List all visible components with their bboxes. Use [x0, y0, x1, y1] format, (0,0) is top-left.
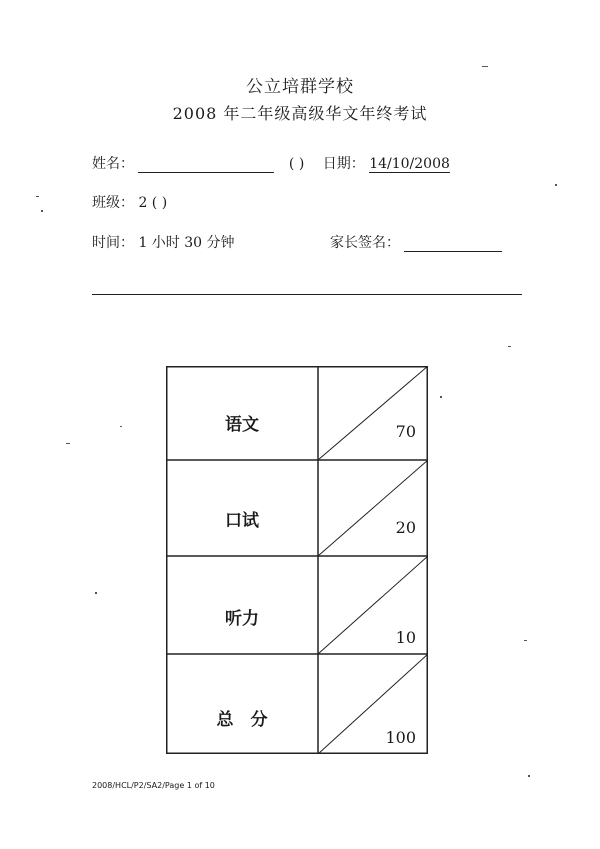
scan-speck — [555, 184, 557, 186]
time-label: 时间： — [92, 235, 134, 251]
name-label: 姓名： — [92, 156, 134, 172]
row-max-total: 100 — [385, 728, 416, 747]
score-table — [166, 366, 428, 754]
parent-sign-label: 家长签名： — [330, 235, 400, 251]
date-value: 14/10/2008 — [369, 156, 450, 172]
header-divider — [92, 294, 522, 295]
row-label-listening: 听力 — [225, 609, 259, 629]
scan-speck — [66, 443, 70, 444]
time-line — [92, 232, 235, 252]
date-label: 日期： — [322, 156, 365, 172]
scan-speck — [528, 775, 530, 777]
scan-speck — [524, 640, 527, 641]
class-line — [92, 192, 167, 212]
scan-speck — [440, 396, 442, 398]
row-label-total: 总 分 — [216, 710, 268, 730]
name-field[interactable] — [138, 156, 274, 173]
row-label-oral: 口试 — [225, 511, 259, 531]
scan-speck — [36, 196, 39, 197]
exam-title: 2008 年二年级高级华文年终考试 — [172, 104, 428, 123]
scan-speck — [41, 210, 43, 212]
parent-sign-line — [330, 232, 502, 252]
scan-speck — [95, 592, 97, 594]
row-max-chinese: 70 — [395, 422, 416, 441]
page-footer-code: 2008/HCL/P2/SA2/Page 1 of 10 — [92, 781, 215, 790]
name-date-line — [92, 153, 450, 173]
row-max-oral: 20 — [395, 518, 416, 537]
scan-speck — [120, 426, 122, 427]
scan-speck — [508, 346, 511, 347]
scan-speck — [482, 66, 488, 67]
class-field[interactable]: 2 ( ) — [138, 195, 168, 211]
row-label-chinese: 语文 — [225, 415, 259, 435]
name-index-field[interactable]: ( ) — [288, 156, 305, 172]
class-label: 班级： — [92, 195, 134, 211]
row-max-listening: 10 — [395, 628, 416, 647]
time-value: 1 小时 30 分钟 — [138, 235, 235, 251]
parent-sign-field[interactable] — [404, 235, 502, 252]
school-name: 公立培群学校 — [246, 77, 354, 97]
